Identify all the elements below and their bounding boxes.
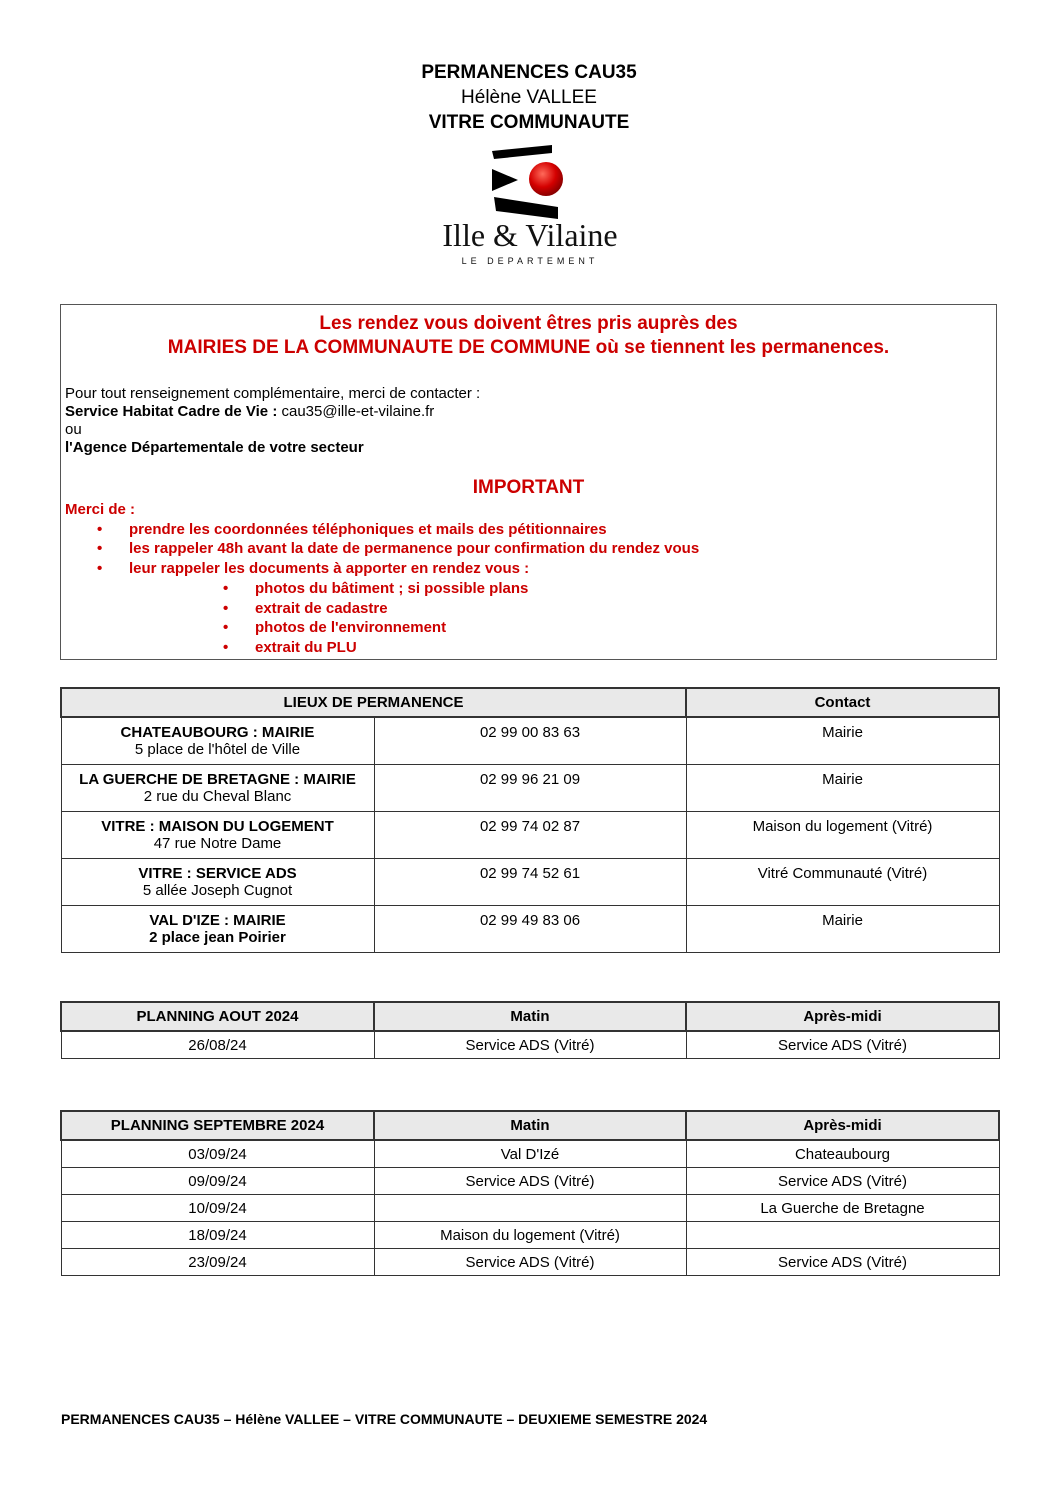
important-heading: IMPORTANT — [472, 477, 585, 498]
location-address: 5 place de l'hôtel de Ville — [134, 741, 301, 758]
location-phone: 02 99 74 02 87 — [374, 812, 686, 859]
location-name: VAL D'IZE : MAIRIE — [149, 912, 286, 929]
planning-date: 10/09/24 — [61, 1195, 374, 1222]
logo-subtitle: LE DEPARTEMENT — [461, 256, 599, 266]
location-contact: Vitré Communauté (Vitré) — [686, 859, 999, 906]
bullet-icon: • — [223, 619, 229, 636]
table-row — [61, 1195, 999, 1222]
document-title: PERMANENCES CAU35 — [421, 62, 637, 83]
service-label: Service Habitat Cadre de Vie : — [65, 403, 278, 420]
entity-name: VITRE COMMUNAUTE — [428, 112, 630, 133]
planning-afternoon: La Guerche de Bretagne — [686, 1195, 999, 1222]
service-contact — [65, 403, 434, 420]
location-contact: Mairie — [686, 717, 999, 765]
table-header-row — [61, 688, 999, 717]
planning-header-afternoon: Après-midi — [686, 1002, 999, 1031]
locations-header-place: LIEUX DE PERMANENCE — [61, 688, 686, 717]
location-contact: Mairie — [686, 765, 999, 812]
bullet-item: prendre les coordonnées téléphoniques et mails des pétitionnaires — [129, 521, 607, 538]
planning-date: 03/09/24 — [61, 1140, 374, 1168]
location-phone: 02 99 74 52 61 — [374, 859, 686, 906]
sub-bullet-item: extrait de cadastre — [255, 600, 388, 617]
location-cell — [61, 812, 374, 859]
planning-date: 26/08/24 — [61, 1031, 374, 1059]
logo-wordmark: Ille & Vilaine — [442, 217, 618, 253]
bullet-icon: • — [97, 521, 103, 538]
bullet-item: les rappeler 48h avant la date de permanence pour confirmation du rendez vous — [129, 540, 700, 557]
location-cell — [61, 717, 374, 765]
table-row — [61, 1031, 999, 1059]
page-footer: PERMANENCES CAU35 – Hélène VALLEE – VITRE COMMUNAUTE – DEUXIEME SEMESTRE 2024 — [61, 1411, 708, 1427]
ille-et-vilaine-logo — [430, 145, 630, 273]
table-row — [61, 717, 999, 765]
logo-emblem-icon — [430, 145, 630, 220]
table-row — [61, 1222, 999, 1249]
planning-morning — [374, 1195, 686, 1222]
planning-morning: Maison du logement (Vitré) — [374, 1222, 686, 1249]
location-cell — [61, 906, 374, 953]
planning-afternoon: Service ADS (Vitré) — [686, 1249, 999, 1276]
planning-date: 09/09/24 — [61, 1168, 374, 1195]
contact-intro: Pour tout renseignement complémentaire, merci de contacter : — [65, 385, 481, 402]
location-name: CHATEAUBOURG : MAIRIE — [120, 724, 315, 741]
location-cell — [61, 859, 374, 906]
location-contact: Maison du logement (Vitré) — [686, 812, 999, 859]
bullet-item: leur rappeler les documents à apporter en rendez vous : — [129, 560, 530, 577]
planning-afternoon — [686, 1222, 999, 1249]
table-row — [61, 812, 999, 859]
location-address: 2 place jean Poirier — [149, 929, 286, 946]
notice-line-2: MAIRIES DE LA COMMUNAUTE DE COMMUNE où se tiennent les permanences. — [167, 337, 890, 358]
planning-header-title: PLANNING SEPTEMBRE 2024 — [61, 1111, 374, 1140]
planning-header-morning: Matin — [374, 1111, 686, 1140]
location-contact: Mairie — [686, 906, 999, 953]
location-address: 47 rue Notre Dame — [153, 835, 282, 852]
table-row — [61, 1249, 999, 1276]
planning-morning: Val D'Izé — [374, 1140, 686, 1168]
notice-box — [60, 304, 997, 660]
table-header-row — [61, 1002, 999, 1031]
planning-header-afternoon: Après-midi — [686, 1111, 999, 1140]
location-cell — [61, 765, 374, 812]
planning-afternoon: Chateaubourg — [686, 1140, 999, 1168]
bullet-icon: • — [97, 540, 103, 557]
planning-septembre-table — [60, 1110, 1000, 1276]
bullet-icon: • — [223, 639, 229, 656]
bullet-icon: • — [97, 560, 103, 577]
planning-morning: Service ADS (Vitré) — [374, 1168, 686, 1195]
location-phone: 02 99 00 83 63 — [374, 717, 686, 765]
locations-table — [60, 687, 1000, 953]
planning-morning: Service ADS (Vitré) — [374, 1249, 686, 1276]
table-row — [61, 859, 999, 906]
location-address: 2 rue du Cheval Blanc — [143, 788, 292, 805]
sub-bullet-item: extrait du PLU — [255, 639, 357, 656]
planning-afternoon: Service ADS (Vitré) — [686, 1168, 999, 1195]
locations-header-contact: Contact — [686, 688, 999, 717]
table-row — [61, 1140, 999, 1168]
planning-date: 18/09/24 — [61, 1222, 374, 1249]
sub-bullet-item: photos du bâtiment ; si possible plans — [255, 580, 529, 597]
bullet-icon: • — [223, 580, 229, 597]
location-phone: 02 99 96 21 09 — [374, 765, 686, 812]
table-row — [61, 906, 999, 953]
table-header-row — [61, 1111, 999, 1140]
sub-bullet-item: photos de l'environnement — [255, 619, 447, 636]
or-text: ou — [65, 421, 82, 438]
planning-header-title: PLANNING AOUT 2024 — [61, 1002, 374, 1031]
planning-afternoon: Service ADS (Vitré) — [686, 1031, 999, 1059]
notice-line-1: Les rendez vous doivent êtres pris auprès des — [319, 313, 738, 334]
table-row — [61, 765, 999, 812]
planning-morning: Service ADS (Vitré) — [374, 1031, 686, 1059]
service-email[interactable]: cau35@ille-et-vilaine.fr — [281, 403, 435, 420]
merci-label: Merci de : — [65, 501, 136, 518]
location-address: 5 allée Joseph Cugnot — [142, 882, 293, 899]
location-name: VITRE : SERVICE ADS — [138, 865, 297, 882]
planning-date: 23/09/24 — [61, 1249, 374, 1276]
location-name: VITRE : MAISON DU LOGEMENT — [101, 818, 334, 835]
agent-name: Hélène VALLEE — [461, 87, 597, 108]
table-row — [61, 1168, 999, 1195]
location-phone: 02 99 49 83 06 — [374, 906, 686, 953]
planning-aout-table — [60, 1001, 1000, 1059]
location-name: LA GUERCHE DE BRETAGNE : MAIRIE — [79, 771, 356, 788]
bullet-icon: • — [223, 600, 229, 617]
planning-header-morning: Matin — [374, 1002, 686, 1031]
agency-text: l'Agence Départementale de votre secteur — [65, 439, 364, 456]
